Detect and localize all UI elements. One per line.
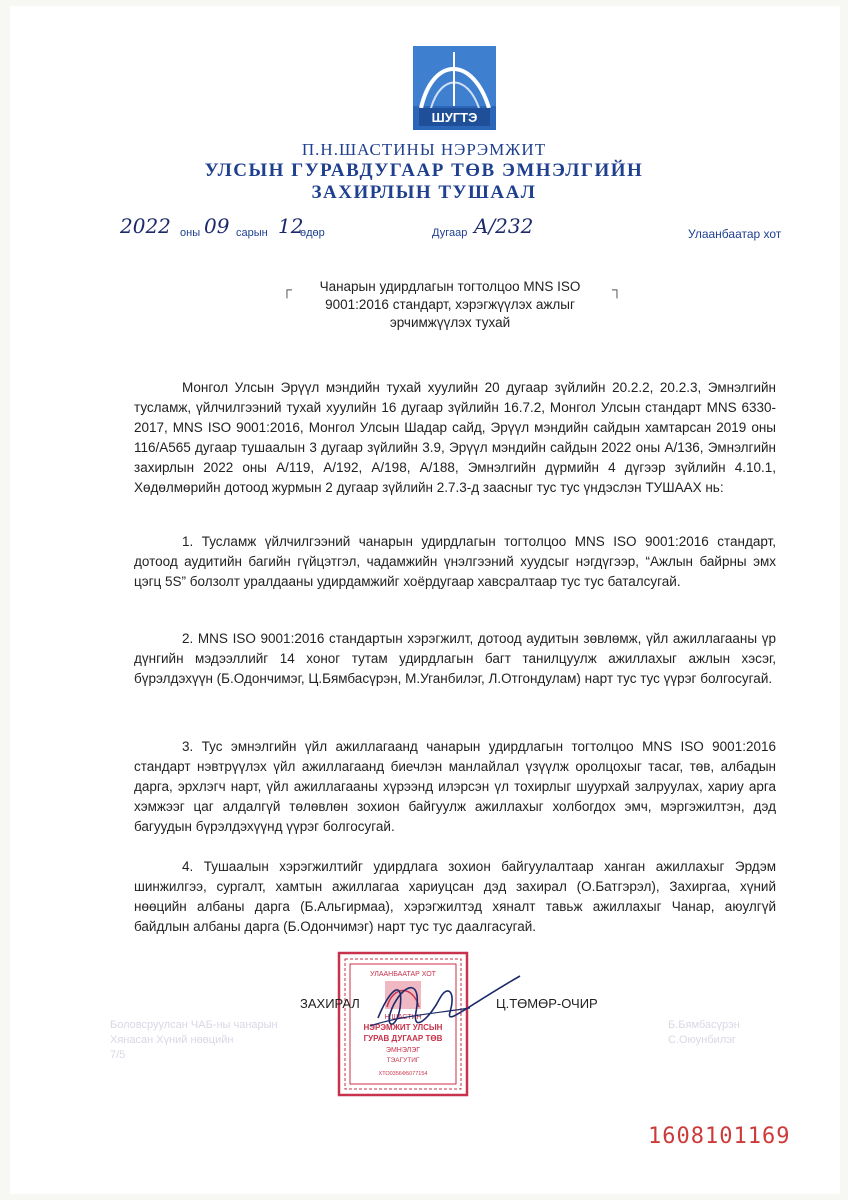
document-serial-number: 1608101169	[648, 1124, 791, 1149]
handwritten-signature	[360, 968, 530, 1038]
handwritten-year: 2022	[120, 214, 171, 238]
year-label: оны	[180, 227, 201, 239]
org-line-3: ЗАХИРЛЫН ТУШААЛ	[311, 182, 537, 203]
subject-line-1: Чанарын удирдлагын тогтолцоо MNS ISO	[319, 279, 581, 294]
subject-line-2: 9001:2016 стандарт, хэрэгжүүлэх ажлыг	[325, 297, 575, 312]
subject-line-3: эрчимжүүлэх тухай	[389, 315, 511, 330]
subject-title	[290, 278, 610, 332]
bleed-through-text-right: Б.Бямбасүрэн С.Оюунбилэг	[668, 1019, 740, 1046]
day-label: өдөр	[300, 227, 325, 239]
subject-bracket-right: ┐	[612, 281, 622, 297]
signatory-title: ЗАХИРАЛ	[300, 996, 360, 1011]
order-item-1: 1. Тусламж үйлчилгээний чанарын удирдлагын тогтолцоо MNS ISO 9001:2016 стандарт, дотоод аудитийн багийн гүйцэтгэл, чадамжийн үнэлгээний хуудсыг нэгдүгээр, “Ажлын байрны эмх цэгц 5S” болзолт уралдааны удирдамжийг хоёрдугаар хавсралтаар тус тус баталсугай.	[134, 534, 776, 589]
org-line-1: П.Н.ШАСТИНЫ НЭРЭМЖИТ	[301, 140, 547, 159]
number-label: Дугаар	[432, 227, 468, 239]
city-label: Улаанбаатар хот	[688, 227, 782, 241]
month-label: сарын	[236, 227, 268, 239]
order-item-2: 2. MNS ISO 9001:2016 стандартын хэрэгжилт, дотоод аудитын зөвлөмж, үйл ажиллагааны үр дүнгийн мэдээллийг 14 хоног тутам удирдлагын багт танилцуулж ажиллахыг ажлын хэсэг, бүрэлдэхүүн (Б.Одончимэг, Ц.Бямбасүрэн, М.Уганбилэг, Л.Отгондулам) нарт тус тус үүрэг болгосугай.	[134, 631, 776, 686]
preamble-paragraph: Монгол Улсын Эрүүл мэндийн тухай хуулийн 20 дугаар зүйлийн 20.2.2, 20.2.3, Эмнэлгийн тусламж, үйлчилгээний тухай хуулийн 16 дугаар зүйлийн 16.7.2, Монгол Улсын стандарт MNS 6330-2017, MNS ISO 9001:2016, Монгол Улсын Шадар сайд, Эрүүл мэндийн сайдын хамтарсан 2019 оны 116/А565 дугаар тушаалын 3 дугаар зүйлийн 3.9, Эрүүл мэндийн сайдын 2022 оны А/136, Эмнэлгийн захирлын 2022 оны А/119, А/192, А/198, А/188, Эмнэлгийн дүрмийн 4 дүгээр зүйлийн 4.10.1, Хөдөлмөрийн дотоод журмын 2 дугаар зүйлийн 2.7.3-д заасныг тус тус үндэслэн ТУШААХ нь:	[134, 380, 776, 495]
hospital-logo	[413, 46, 496, 130]
date-line	[0, 214, 848, 244]
stamp-bottom-text: ХТО0356Ф5077154	[378, 1071, 428, 1077]
stamp-line-5: ТЭАГУТИГ	[386, 1057, 420, 1064]
order-item-3: 3. Тус эмнэлгийн үйл ажиллагаанд чанарын удирдлагын тогтолцоо MNS ISO 9001:2016 стандарт нэвтрүүлэх үйл ажиллагаанд биечлэн манлайлал үзүүлж оролцохыг тасаг, төв, албадын дарга, эрхлэгч нарт, үйл ажиллагааны хүрээнд илэрсэн үл тохирлыг шуурхай залруулах, хариу арга хэмжээг цаг алдалгүй төлөвлөн зохион байгуулж ажиллахыг холбогдох эмч, мэргэжилтэн, дэд багуудын бүрэлдэхүүнд үүрэг болгосугай.	[134, 739, 776, 834]
stamp-line-1: Н.ШАСТИН	[384, 1014, 422, 1021]
signatory-name: Ц.ТӨМӨР-ОЧИР	[496, 996, 598, 1011]
logo-text: ШУГТЭ	[431, 110, 478, 125]
handwritten-day: 12	[278, 214, 304, 238]
subject-bracket-left: ┌	[282, 281, 292, 297]
stamp-line-3: ГУРАВ ДУГААР ТӨВ	[363, 1034, 443, 1043]
stamp-line-4: ЭМНЭЛЭГ	[385, 1047, 421, 1054]
bleed-through-text-left: Боловсруулсан ЧАБ-ны чанарын Хянасан Хүний нөөцийн 7/5	[110, 1019, 278, 1061]
handwritten-number: A/232	[474, 214, 534, 238]
stamp-top-text: УЛААНБААТАР ХОТ	[370, 971, 436, 978]
org-line-2: УЛСЫН ГУРАВДУГААР ТӨВ ЭМНЭЛГИЙН	[204, 160, 644, 181]
handwritten-month: 09	[204, 214, 230, 238]
order-item-4: 4. Тушаалын хэрэгжилтийг удирдлага зохион байгуулалтаар ханган ажиллахыг Эрдэм шинжилгээ, сургалт, хамтын ажиллагаа хариуцсан дэд захирал (О.Батгэрэл), Захиргаа, хүний нөөцийн албаны дарга (Б.Альгирмаа), хэрэгжилтэд хяналт тавьж ажиллахыг Чанар, аюулгүй байдлын албаны дарга (Б.Одончимэг) нарт тус тус даалгасугай.	[134, 859, 776, 934]
stamp-line-2: НЭРЭМЖИТ УЛСЫН	[363, 1023, 443, 1032]
